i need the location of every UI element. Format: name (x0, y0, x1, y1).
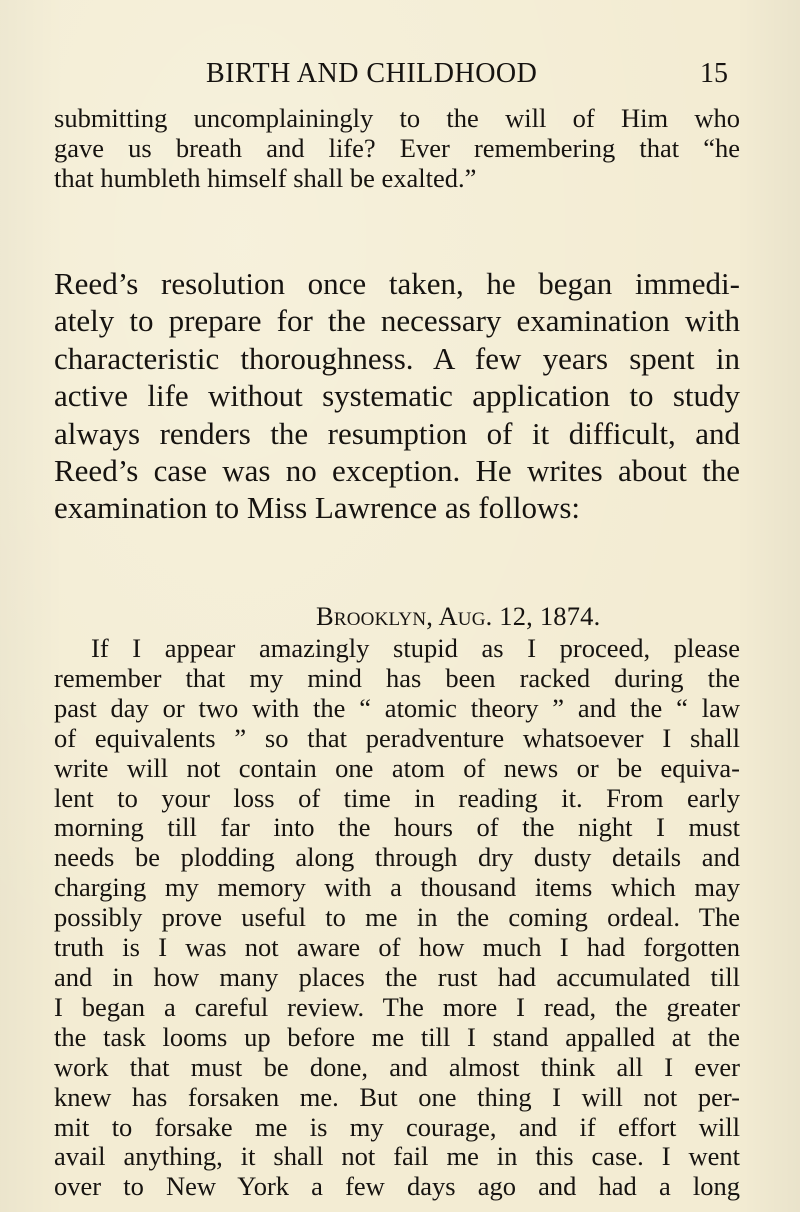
chapter-running-title: BIRTH AND CHILDHOOD (206, 58, 538, 89)
letter-line-6: lent to your loss of time in reading it. From early (54, 782, 740, 813)
letter-line-12: and in how many places the rust had accumulated till (54, 961, 740, 992)
letter-line-3: past day or two with the “ atomic theory ” and the “ law (54, 692, 740, 723)
main-line-2: ately to prepare for the necessary examination with (54, 303, 740, 339)
letter-line-19: over to New York a few days ago and had a long (54, 1171, 740, 1202)
letter-line-16: knew has forsaken me. But one thing I will not per- (54, 1081, 740, 1112)
letter-line-1: If I appear amazingly stupid as I proceed, please (91, 633, 740, 663)
letter-heading: Brooklyn, Aug. 12, 1874. (316, 601, 601, 631)
letter-line-7: morning till far into the hours of the night I must (54, 812, 740, 843)
letter-line-18: avail anything, it shall not fail me in this case. I went (54, 1141, 740, 1172)
main-paragraph (54, 265, 740, 527)
letter-line-9: charging my memory with a thousand items which may (54, 872, 740, 903)
opening-line-1: submitting uncomplainingly to the will of Him who (54, 103, 740, 133)
letter-line-5: write will not contain one atom of news or be equiva- (54, 752, 740, 783)
letter-line-14: the task looms up before me till I stand appalled at the (54, 1021, 740, 1052)
letter-line-15: work that must be done, and almost think all I ever (54, 1051, 740, 1082)
main-line-5: always renders the resumption of it difficult, and (54, 415, 740, 451)
main-line-6: Reed’s case was no exception. He writes about the (54, 453, 740, 489)
letter-line-11: truth is I was not aware of how much I had forgotten (54, 932, 740, 963)
letter-line-2: remember that my mind has been racked during the (54, 662, 740, 693)
letter-line-17: mit to forsake me is my courage, and if effort will (54, 1111, 740, 1142)
main-line-1: Reed’s resolution once taken, he began immedi- (54, 266, 740, 301)
main-line-4: active life without systematic application to study (54, 378, 740, 414)
opening-paragraph (54, 103, 740, 193)
letter-line-8: needs be plodding along through dry dusty details and (54, 842, 740, 873)
opening-line-2: gave us breath and life? Ever remembering that “he (54, 133, 740, 163)
letter-body (54, 634, 740, 1202)
main-line-3: characteristic thoroughness. A few years spent in (54, 340, 740, 376)
letter-line-4: of equivalents ” so that peradventure whatsoever I shall (54, 722, 740, 753)
main-line-7: examination to Miss Lawrence as follows: (54, 490, 581, 526)
letter-line-10: possibly prove useful to me in the coming ordeal. The (54, 902, 740, 933)
running-header (0, 58, 800, 92)
letter-line-13: I began a careful review. The more I read, the greater (54, 991, 740, 1022)
opening-line-3: that humbleth himself shall be exalted.” (54, 163, 477, 193)
page-number: 15 (700, 58, 728, 89)
